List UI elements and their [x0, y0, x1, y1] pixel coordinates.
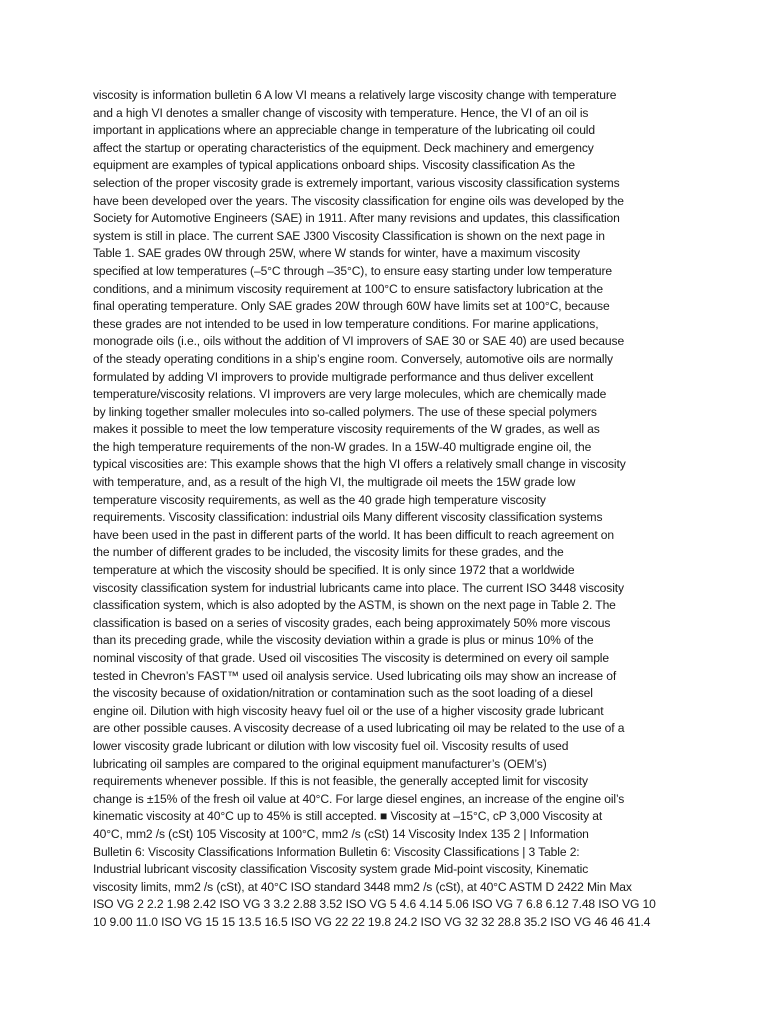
- text-line: Bulletin 6: Viscosity Classifications Information Bulletin 6: Viscosity Classifications | 3 Table 2:: [93, 844, 580, 859]
- text-line: than its preceding grade, while the viscosity deviation within a grade is plus or minus 10% of the: [93, 633, 594, 648]
- text-line: with temperature, and, as a result of the high VI, the multigrade oil meets the 15W grade low: [93, 475, 576, 490]
- text-line: temperature at which the viscosity should be specified. It is only since 1972 that a worldwide: [93, 563, 575, 578]
- text-line: specified at low temperatures (–5°C through –35°C), to ensure easy starting under low temperature: [93, 263, 613, 278]
- text-line: these grades are not intended to be used in low temperature conditions. For marine applications,: [93, 316, 599, 331]
- text-line: lower viscosity grade lubricant or dilution with low viscosity fuel oil. Viscosity results of used: [93, 738, 569, 753]
- text-line: requirements whenever possible. If this is not feasible, the generally accepted limit for viscosity: [93, 774, 588, 789]
- text-line: temperature viscosity requirements, as well as the 40 grade high temperature viscosity: [93, 492, 546, 507]
- text-line: formulated by adding VI improvers to provide multigrade performance and thus deliver excellent: [93, 369, 594, 384]
- text-line: affect the startup or operating characteristics of the equipment. Deck machinery and emergency: [93, 140, 594, 155]
- text-line: Industrial lubricant viscosity classification Viscosity system grade Mid-point viscosity, Kinematic: [93, 862, 589, 877]
- text-line: the high temperature requirements of the non-W grades. In a 15W-40 multigrade engine oil, the: [93, 439, 592, 454]
- text-line: nominal viscosity of that grade. Used oil viscosities The viscosity is determined on every oil sample: [93, 651, 609, 665]
- text-line: temperature/viscosity relations. VI improvers are very large molecules, which are chemically made: [93, 387, 607, 402]
- text-line: classification system, which is also adopted by the ASTM, is shown on the next page in Table 2. The: [93, 598, 616, 613]
- text-line: of the steady operating conditions in a ship’s engine room. Conversely, automotive oils are normally: [93, 351, 613, 366]
- text-line: viscosity is information bulletin 6 A low VI means a relatively large viscosity change with temperature: [93, 88, 617, 102]
- text-line: Society for Automotive Engineers (SAE) in 1911. After many revisions and updates, this classification: [93, 211, 620, 226]
- text-line: and a high VI denotes a smaller change of viscosity with temperature. Hence, the VI of an oil is: [93, 105, 589, 120]
- text-line: selection of the proper viscosity grade is extremely important, various viscosity classification systems: [93, 175, 620, 190]
- text-line: have been used in the past in different parts of the world. It has been difficult to reach agreement on: [93, 527, 615, 542]
- text-line: monograde oils (i.e., oils without the addition of VI improvers of SAE 30 or SAE 40) are used because: [93, 334, 625, 349]
- text-line: system is still in place. The current SAE J300 Viscosity Classification is shown on the next page in: [93, 228, 605, 243]
- body-text: [93, 87, 679, 932]
- text-line: by linking together smaller molecules into so-called polymers. The use of these special polymers: [93, 404, 597, 419]
- text-line: classification is based on a series of viscosity grades, each being approximately 50% more viscous: [93, 615, 611, 630]
- text-line: have been developed over the years. The viscosity classification for engine oils was developed by the: [93, 193, 624, 208]
- text-line: change is ±15% of the fresh oil value at 40°C. For large diesel engines, an increase of the engine oil’s: [93, 791, 625, 806]
- text-line: final operating temperature. Only SAE grades 20W through 60W have limits set at 100°C, because: [93, 299, 610, 314]
- text-line: the viscosity because of oxidation/nitration or contamination such as the soot loading of a diesel: [93, 686, 593, 701]
- text-line: lubricating oil samples are compared to the original equipment manufacturer’s (OEM’s): [93, 756, 547, 771]
- text-line: Table 1. SAE grades 0W through 25W, where W stands for winter, have a maximum viscosity: [93, 246, 580, 261]
- text-line: 40°C, mm2 /s (cSt) 105 Viscosity at 100°C, mm2 /s (cSt) 14 Viscosity Index 135 2 | Information: [93, 826, 589, 841]
- text-line: important in applications where an appreciable change in temperature of the lubricating oil could: [93, 123, 595, 138]
- text-line: equipment are examples of typical applications onboard ships. Viscosity classification As the: [93, 158, 576, 173]
- text-line: 10 9.00 11.0 ISO VG 15 15 13.5 16.5 ISO VG 22 22 19.8 24.2 ISO VG 32 32 28.8 35.2 ISO VG 46 46 41.4: [93, 914, 651, 929]
- text-line: tested in Chevron’s FAST™ used oil analysis service. Used lubricating oils may show an increase of: [93, 668, 617, 683]
- text-line: kinematic viscosity at 40°C up to 45% is still accepted. ■ Viscosity at –15°C, cP 3,000 Viscosity at: [93, 809, 603, 824]
- text-line: are other possible causes. A viscosity decrease of a used lubricating oil may be related to the use of a: [93, 721, 625, 736]
- text-line: the number of different grades to be included, the viscosity limits for these grades, and the: [93, 545, 564, 560]
- text-line: viscosity limits, mm2 /s (cSt), at 40°C ISO standard 3448 mm2 /s (cSt), at 40°C ASTM D 2422 Min Max: [93, 879, 632, 894]
- text-line: conditions, and a minimum viscosity requirement at 100°C to ensure satisfactory lubrication at the: [93, 281, 603, 296]
- text-line: typical viscosities are: This example shows that the high VI offers a relatively small change in viscosity: [93, 457, 626, 472]
- text-line: makes it possible to meet the low temperature viscosity requirements of the W grades, as well as: [93, 422, 600, 437]
- text-line: requirements. Viscosity classification: industrial oils Many different viscosity classification systems: [93, 510, 603, 525]
- text-line: ISO VG 2 2.2 1.98 2.42 ISO VG 3 3.2 2.88 3.52 ISO VG 5 4.6 4.14 5.06 ISO VG 7 6.8 6.12 7.48 ISO VG 10: [93, 897, 656, 912]
- text-line: viscosity classification system for industrial lubricants came into place. The current ISO 3448 viscosity: [93, 580, 624, 595]
- text-line: engine oil. Dilution with high viscosity heavy fuel oil or the use of a higher viscosity grade lubricant: [93, 703, 604, 718]
